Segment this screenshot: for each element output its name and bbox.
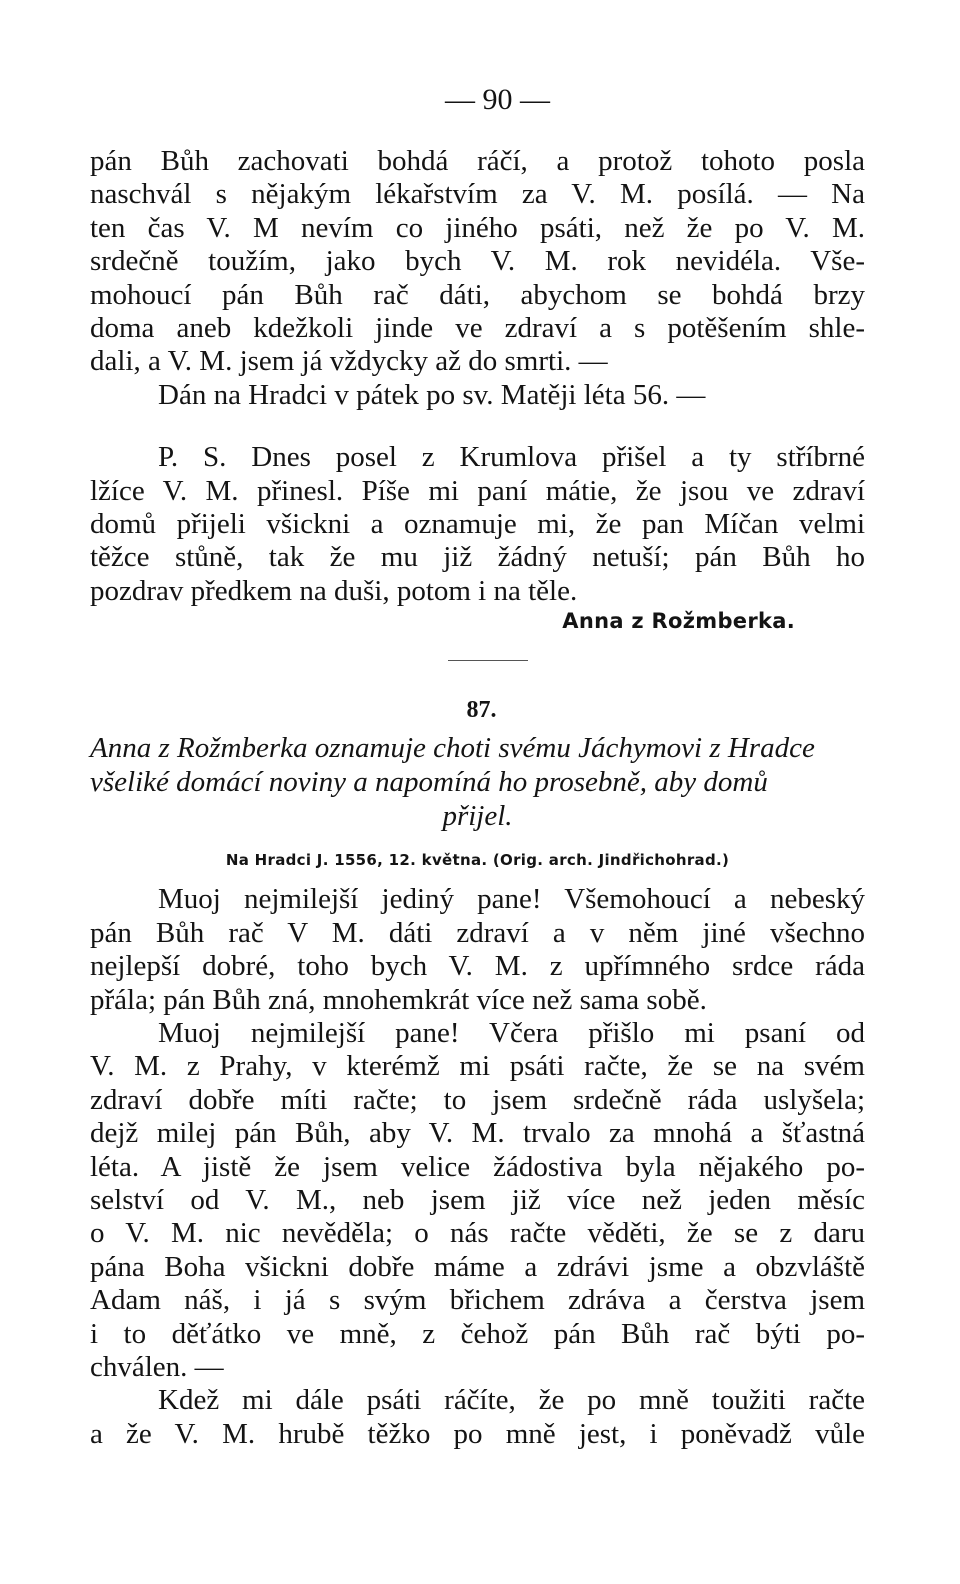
postscript [90,441,865,608]
page-number: — 90 — [445,83,550,116]
text-line: pána Boha všickni dobře máme a zdrávi jsme a obzvláště [90,1250,865,1283]
text-line: naschvál s nějakým lékařstvím za V. M. posílá. — Na [90,178,865,211]
separator-rule [448,660,528,661]
letter-continuation [90,145,865,412]
text-line: dali, a V. M. jsem já vždycky až do smrti. — [90,345,608,378]
heading-line: všeliké domácí noviny a napomíná ho prosebně, aby domů [90,766,768,799]
text-line: o V. M. nic nevěděla; o nás račte věděti, že se z daru [90,1217,865,1250]
text-line: těžce stůně, tak že mu již žádný netuší; pán Bůh ho [90,541,865,574]
letter-number: 87. [466,697,497,724]
text-line: mohoucí pán Bůh rač dáti, abychom se bohdá brzy [90,278,865,311]
book-page [90,78,865,1451]
signature: Anna z Rožmberka. [562,609,795,634]
letter-body [90,883,865,1451]
text-line: a že V. M. hrubě těžko po mně jest, i poněvadž vůle [90,1417,865,1450]
text-line: zdraví dobře míti račte; to jsem srdečně ráda uslyšela; [90,1083,865,1116]
text-line: selství od V. M., neb jsem již více než jeden měsíc [90,1183,865,1216]
text-line: Adam náš, i já s svým břichem zdráva a čerstva jsem [90,1284,865,1317]
source-note: Na Hradci J. 1556, 12. května. (Orig. arch. Jindřichohrad.) [225,851,730,870]
text-line: pán Bůh rač V M. dáti zdraví a v něm jiné všechno [90,916,865,949]
text-line: léta. A jistě že jsem velice žádostiva byla nějakého po- [90,1150,865,1183]
text-line: dejž milej pán Bůh, aby V. M. trvalo za mnohá a šťastná [90,1117,865,1150]
text-line: doma aneb kdežkoli jinde ve zdraví a s potěšením shle- [90,312,865,345]
text-line: nejlepší dobré, toho bych V. M. z upřímného srdce ráda [90,950,865,983]
text-line: ten čas V. M nevím co jiného psáti, než že po V. M. [90,211,865,244]
dating-line: Dán na Hradci v pátek po sv. Matěji léta 56. — [158,378,706,411]
text-line: V. M. z Prahy, v kterémž mi psáti račte, že se na svém [90,1050,865,1083]
text-line: přála; pán Bůh zná, mnohemkrát více než sama sobě. [90,983,707,1016]
text-line: srdečně toužím, jako bych V. M. rok nevidéla. Vše- [90,245,865,278]
text-line: lžíce V. M. přinesl. Píše mi paní mátie, že jsou ve zdraví [90,474,865,507]
text-line: chválen. — [90,1350,224,1383]
heading-line: Anna z Rožmberka oznamuje choti svému Jáchymovi z Hradce [90,732,815,765]
text-line: Muoj nejmilejší jediný pane! Všemohoucí a nebeský [158,883,865,916]
heading-line: přijel. [442,800,513,833]
text-line: Muoj nejmilejší pane! Včera přišlo mi psaní od [158,1016,865,1049]
text-line: domů přijeli všickni a oznamuje mi, že pan Míčan velmi [90,508,865,541]
text-line: pozdrav předkem na duši, potom i na těle. [90,574,578,607]
text-line: P. S. Dnes posel z Krumlova přišel a ty stříbrné [158,441,865,474]
text-line: Kdež mi dále psáti ráčíte, že po mně toužiti račte [158,1384,865,1417]
text-line: i to děťátko ve mně, z čehož pán Bůh rač býti po- [90,1317,865,1350]
text-line: pán Bůh zachovati bohdá ráčí, a protož tohoto posla [90,145,865,177]
letter-heading [90,731,865,833]
